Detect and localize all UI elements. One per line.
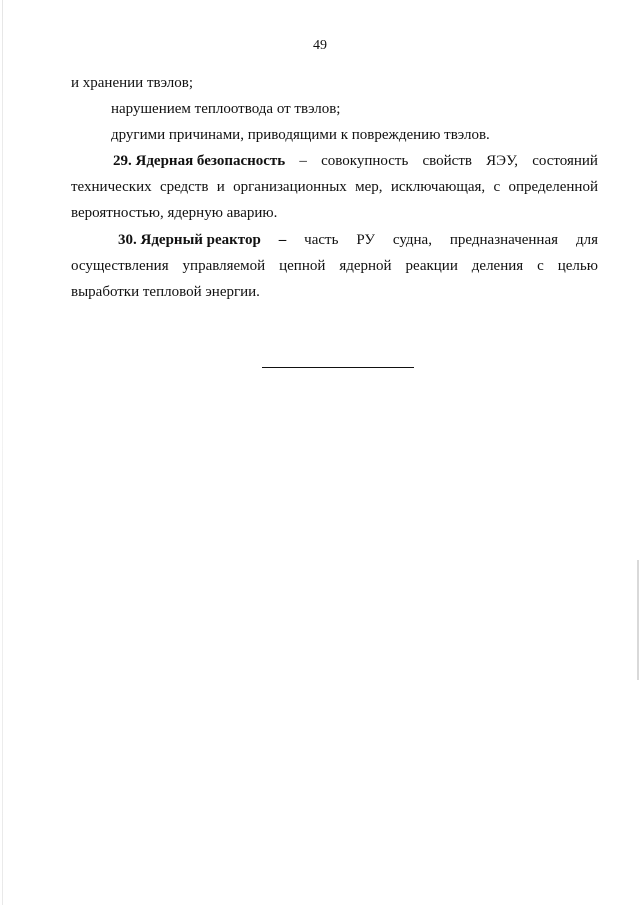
item-29-word: ЯЭУ, [486, 153, 518, 169]
item-30-word: цепной [279, 258, 326, 274]
item-29-word: мер, [355, 179, 383, 195]
item-29-word: состояний [532, 153, 598, 169]
continuation-line-2: нарушением теплоотвода от твэлов; [111, 101, 341, 117]
item-30-word: часть [304, 232, 339, 248]
item-29-line-2 [71, 177, 598, 197]
scan-edge-right [637, 560, 639, 680]
item-29-term: Ядерная безопасность [135, 153, 286, 169]
item-29-word: свойств [422, 153, 472, 169]
item-30-word: для [575, 232, 598, 248]
end-of-text-rule [262, 367, 414, 368]
item-30-dash: – [278, 232, 287, 248]
continuation-line-3: другими причинами, приводящими к повреждению твэлов. [111, 127, 490, 143]
item-30-word: предназначенная [449, 232, 559, 248]
item-29-number: 29. [113, 153, 132, 169]
item-29-word: исключающая, [390, 179, 486, 195]
item-30-word: целью [557, 258, 598, 274]
item-30-word: реакции [405, 258, 458, 274]
item-30-line-3: выработки тепловой энергии. [71, 284, 260, 300]
page-number: 49 [313, 38, 327, 53]
item-29-word: средств [159, 179, 209, 195]
item-30-line-2 [71, 256, 598, 276]
item-30-word: осуществления [71, 258, 169, 274]
item-30-word: деления [471, 258, 524, 274]
item-29-word: организационных [233, 179, 347, 195]
item-30-word: управляемой [182, 258, 266, 274]
item-29-word: определенной [508, 179, 598, 195]
item-29-word: и [216, 179, 225, 195]
item-30-word: РУ [356, 232, 375, 248]
item-29-line-3: вероятностью, ядерную аварию. [71, 205, 278, 221]
item-30-lead [118, 230, 261, 250]
item-30-line-1 [118, 230, 598, 250]
item-29-word: совокупность [321, 153, 409, 169]
item-29-word: технических [71, 179, 152, 195]
item-30-word: ядерной [339, 258, 392, 274]
scan-edge-left [2, 0, 3, 905]
item-30-word: судна, [392, 232, 432, 248]
item-29-lead [113, 151, 285, 171]
item-30-number: 30. [118, 232, 137, 248]
item-30-term: Ядерный реактор [140, 232, 261, 248]
item-29-dash: – [299, 153, 307, 169]
continuation-line-1: и хранении твэлов; [71, 75, 193, 91]
item-30-word: с [537, 258, 544, 274]
item-29-word: с [493, 179, 501, 195]
item-29-line-1 [113, 151, 598, 171]
